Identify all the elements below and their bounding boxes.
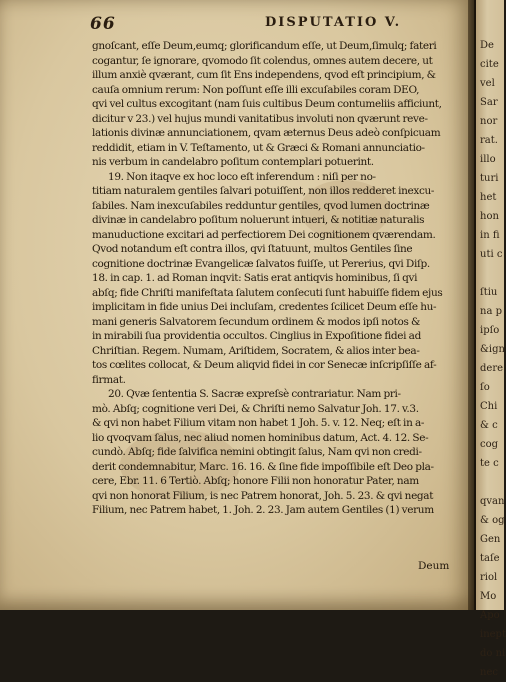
text-line: mani generis Salvatorem ſecundum ordinem & modos ipſi notos & <box>92 315 420 328</box>
facing-page-fragment: ſtiu <box>480 287 498 298</box>
facing-page-fragment: uti c <box>480 249 503 260</box>
facing-page-fragment: ipſo <box>480 325 500 336</box>
text-line: divinæ in candelabro poſitum noluerunt intueri, & notitiæ naturalis <box>92 214 425 226</box>
text-line: Chriſtian. Regem. Numam, Ariſtidem, Socratem, & alios inter bea- <box>92 344 420 357</box>
facing-page-fragment: in fi <box>480 230 500 241</box>
text-line: qvi non honorat Filium, is nec Patrem honorat, Joh. 5. 23. & qvi negat <box>92 489 434 502</box>
facing-page-fragment: het <box>480 192 497 203</box>
facing-page-fragment: Mo <box>480 591 497 602</box>
facing-page-fragment: te c <box>480 458 499 469</box>
facing-page-fragment: & c <box>480 420 498 431</box>
facing-page-fragment: ſo <box>480 382 490 393</box>
text-line: nis verbum in candelabro poſitum contemplari potuerint. <box>92 156 374 168</box>
text-line: cere, Ebr. 11. 6 Tertiò. Abſq; honore Filii non honoratur Pater, nam <box>92 475 419 487</box>
facing-page-fragment: vel <box>480 78 495 89</box>
text-line: & qvi non habet Filium vitam non habet 1 Joh. 5. v. 12. Neq; eſt in a- <box>92 417 425 429</box>
text-line: cognitione doctrinæ Evangelicæ ſalvatos fuiſſe, ut Pererius, qvi Diſp. <box>92 257 430 270</box>
facing-page-fragment <box>476 473 506 492</box>
text-line: cogantur, ſe ignorare, qvomodo ſit colendus, omnes autem decere, ut <box>92 54 433 67</box>
text-line: illum anxiè qværant, cum ſit Ens independens, qvod eſt principium, & <box>92 69 436 81</box>
running-head <box>90 14 470 34</box>
text-line: derit condemnabitur, Marc. 16. 16. & ſine fide impoſſibile eſt Deo pla- <box>92 460 434 473</box>
facing-page-fragment: Chi <box>480 401 498 412</box>
facing-page-fragment: do ni <box>480 648 506 659</box>
facing-page-fragment: turi <box>480 173 499 184</box>
text-line: in mirabili ſua providentia occultos. Cinglius in Expoſitione fidei ad <box>92 330 421 342</box>
text-line: mò. Abſq; cognitione veri Dei, & Chriſti nemo Salvatur Joh. 17. v.3. <box>92 402 419 415</box>
facing-page-fragment: & og <box>480 515 505 526</box>
facing-page-fragment: cite <box>480 59 499 70</box>
text-line: qvi vel cultus excogitant (nam ſuis cultibus Deum contumeliis afficiunt, <box>92 98 442 110</box>
facing-page-fragment: hon <box>480 211 499 222</box>
text-line: Filium, nec Patrem habet, 1. Joh. 2. 23. Jam autem Gentiles (1) verum <box>92 504 434 516</box>
text-line: ſabiles. Nam inexcuſabiles redduntur gentiles, qvod lumen doctrinæ <box>92 199 430 212</box>
facing-page-fragment: De <box>480 40 494 51</box>
facing-page-fragment: qvan <box>480 496 505 507</box>
facing-page-fragment: Gen <box>480 534 501 545</box>
text-line: gnoſcant, eſſe Deum,eumq; glorificandum eſſe, ut Deum,ſimulq; fateri <box>92 40 437 52</box>
text-line: 18. in cap. 1. ad Roman inqvit: Satis erat antiqvis hominibus, ſi qvi <box>92 272 418 284</box>
text-line: lationis divinæ annunciationem, qvam æternus Deus adeò conſpicuam <box>92 127 441 139</box>
facing-page-fragment: dere <box>480 363 504 374</box>
facing-page-text <box>476 36 506 682</box>
text-line: titiam naturalem gentiles ſalvari potuiſſent, non illos redderet inexcu- <box>92 185 435 197</box>
paragraph-19-start: 19. Non itaqve ex hoc loco eſt inferendum : niſi per no- <box>108 170 376 183</box>
text-line: lio qvoqvam ſalus, nec aliud nomen hominibus datum, Act. 4. 12. Se- <box>92 431 429 444</box>
facing-page-fragment: &ign <box>480 344 505 355</box>
text-line: manuductione excitari ad perfectiorem Dei cognitionem qværendam. <box>92 228 436 241</box>
facing-page-fragment: nor <box>480 116 498 127</box>
text-line: abſq; fide Chriſti manifeſtata ſalutem conſecuti ſunt habuiſſe fidem ejus <box>92 286 443 299</box>
facing-page-fragment: nec <box>480 667 498 678</box>
body-text <box>92 39 476 518</box>
facing-page-edge <box>476 0 506 678</box>
paragraph-20-start: 20. Qvæ ſententia S. Sacræ expreſsè contrariatur. Nam pri- <box>108 388 401 400</box>
text-line: firmat. <box>92 373 126 386</box>
text-line: reddidit, etiam in V. Teſtamento, ut & Græci & Romani annunciatio- <box>92 141 425 154</box>
facing-page-fragment: inept <box>480 629 506 640</box>
text-line: implicitam in fide unius Dei incluſam, credentes ſcilicet Deum eſſe hu- <box>92 301 437 313</box>
text-line: tos cœlites collocat, & Deum aliqvid fidei in cor Senecæ inſcripſiſſe af- <box>92 359 437 371</box>
facing-page-fragment: na p <box>480 306 502 317</box>
text-line: Qvod notandum eſt contra illos, qvi ſtatuunt, multos Gentiles ſine <box>92 243 413 255</box>
facing-page-fragment <box>476 264 506 283</box>
facing-page-fragment: Sar <box>480 97 498 108</box>
text-line: cundò. Abſq; fide ſalvifica nemini obtingit ſalus, Nam qvi non credi- <box>92 446 422 458</box>
facing-page-fragment: cog <box>480 439 499 450</box>
facing-page-fragment: riol <box>480 572 498 583</box>
text-line: dicitur v 23.) vel hujus mundi vanitatibus involuti non qværunt reve- <box>92 112 428 125</box>
catchword: Deum <box>418 560 450 572</box>
page-number: 66 <box>90 14 116 34</box>
text-line: cauſa omnium rerum: Non poſſunt eſſe illi excuſabiles coram DEO, <box>92 83 420 96</box>
facing-page-fragment: taſe <box>480 553 500 564</box>
header-title: DISPUTATIO V. <box>265 15 402 30</box>
facing-page-fragment: Apo <box>480 610 500 621</box>
facing-page-fragment: illo <box>480 154 496 165</box>
facing-page-fragment: rat. <box>480 135 498 146</box>
